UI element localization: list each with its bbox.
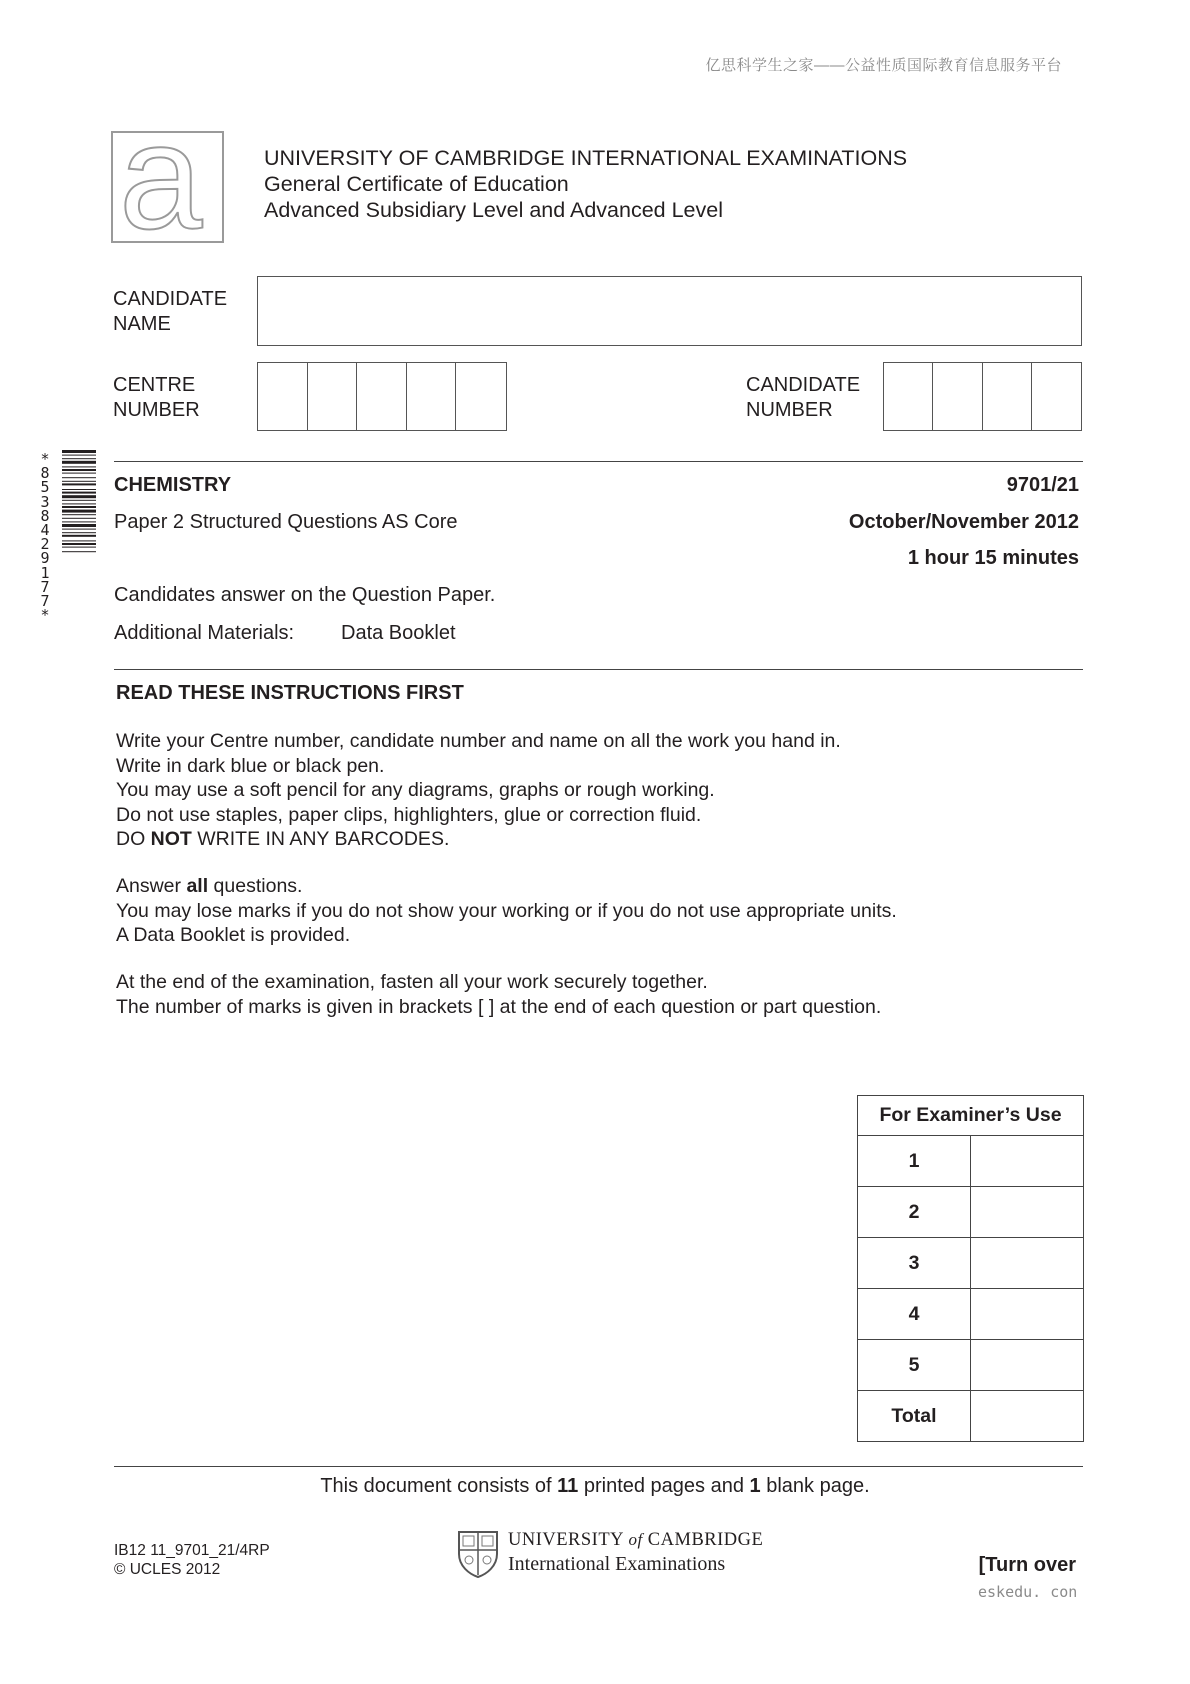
answer-on-text: Candidates answer on the Question Paper.	[114, 584, 496, 606]
candidate-number-label: CANDIDATE NUMBER	[746, 374, 861, 421]
candidate-number-cell[interactable]	[983, 363, 1032, 430]
centre-number-cell[interactable]	[308, 363, 358, 430]
additional-materials-value: Data Booklet	[341, 622, 456, 644]
logo-letter: a	[119, 131, 203, 243]
instructions-block-1: Write your Centre number, candidate number and name on all the work you hand in. Write in dark blue or black pen. You may use a soft pencil for any diagrams, graphs or rough working. Do not use staples, paper clips, highlighters, glue or correction fluid. DO NOT WRITE IN ANY BARCODES.	[116, 730, 841, 850]
centre-number-field[interactable]	[257, 362, 507, 431]
centre-number-cell[interactable]	[357, 363, 407, 430]
question-number: 1	[858, 1136, 971, 1187]
examiner-use-table	[857, 1095, 1084, 1442]
crest-icon	[457, 1530, 499, 1578]
mark-cell	[971, 1187, 1084, 1238]
answer-instruction: Answer all questions.	[116, 875, 303, 897]
divider	[114, 461, 1083, 462]
paper-title: Paper 2 Structured Questions AS Core	[114, 511, 458, 533]
question-number: 2	[858, 1187, 971, 1238]
mark-cell	[971, 1238, 1084, 1289]
uc-brand-line-1: UNIVERSITY of CAMBRIDGE	[508, 1530, 764, 1550]
centre-number-cell[interactable]	[258, 363, 308, 430]
exam-board-name: UNIVERSITY OF CAMBRIDGE INTERNATIONAL EXAMINATIONS	[264, 146, 908, 170]
examiner-table-header: For Examiner’s Use	[858, 1096, 1084, 1136]
total-label: Total	[858, 1391, 971, 1442]
divider	[114, 1466, 1083, 1467]
divider	[114, 669, 1083, 670]
question-number: 4	[858, 1289, 971, 1340]
centre-number-cell[interactable]	[456, 363, 506, 430]
watermark-text: 亿思科学生之家——公益性质国际教育信息服务平台	[705, 57, 1062, 74]
candidate-name-label: CANDIDATE NAME	[113, 288, 228, 335]
document-reference: IB12 11_9701_21/4RP © UCLES 2012	[114, 1542, 270, 1578]
barcode-instruction: DO NOT WRITE IN ANY BARCODES.	[116, 828, 450, 850]
instructions-block-3: At the end of the examination, fasten all your work securely together. The number of marks is given in brackets [ ] at the end of each question or part question.	[116, 971, 882, 1018]
barcode-number: * 8 5 3 8 4 2 9 1 7 7 *	[40, 450, 50, 625]
instructions-block-2: Answer all questions. You may lose marks if you do not show your working or if you do not use appropriate units. A Data Booklet is provided.	[116, 875, 897, 946]
question-number: 3	[858, 1238, 971, 1289]
uc-brand-line-2: International Examinations	[508, 1553, 726, 1575]
candidate-number-field[interactable]	[883, 362, 1082, 431]
centre-number-cell[interactable]	[407, 363, 457, 430]
mark-cell	[971, 1340, 1084, 1391]
additional-materials-label: Additional Materials:	[114, 622, 295, 644]
turn-over-text: [Turn over	[978, 1554, 1076, 1576]
barcode	[62, 450, 96, 658]
page-count-text: This document consists of 11 printed pages and 1 blank page.	[320, 1475, 870, 1497]
syllabus-code: 9701/21	[1006, 474, 1079, 496]
qualification-level: Advanced Subsidiary Level and Advanced Level	[264, 198, 723, 222]
qualification-name: General Certificate of Education	[264, 172, 569, 196]
mark-cell	[971, 1289, 1084, 1340]
exam-duration: 1 hour 15 minutes	[907, 547, 1079, 569]
question-number: 5	[858, 1340, 971, 1391]
centre-number-label: CENTRE NUMBER	[113, 374, 200, 421]
exam-session: October/November 2012	[848, 511, 1079, 533]
candidate-number-cell[interactable]	[884, 363, 933, 430]
total-mark-cell	[971, 1391, 1084, 1442]
subject-name: CHEMISTRY	[114, 474, 232, 496]
candidate-number-cell[interactable]	[1032, 363, 1081, 430]
site-watermark: eskedu. con	[978, 1583, 1078, 1601]
instructions-heading: READ THESE INSTRUCTIONS FIRST	[116, 682, 464, 704]
candidate-name-field[interactable]	[257, 276, 1082, 346]
candidate-number-cell[interactable]	[933, 363, 982, 430]
cie-logo	[111, 131, 224, 243]
mark-cell	[971, 1136, 1084, 1187]
